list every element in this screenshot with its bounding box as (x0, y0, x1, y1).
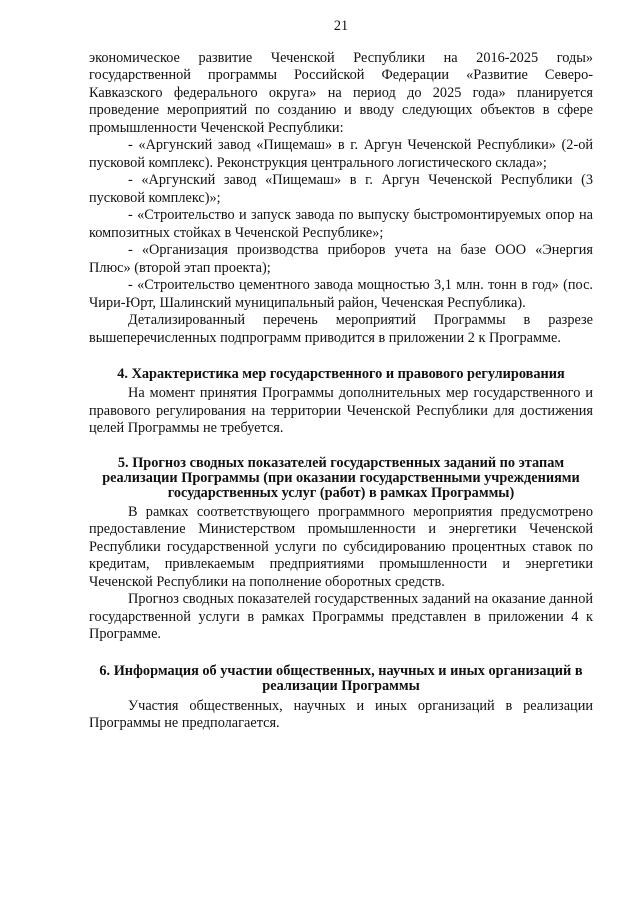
document-page (89, 18, 593, 733)
detail-paragraph: Детализированный перечень мероприятий Программы в разрезе вышеперечисленных подпрограмм приводится в приложении 2 к Программе. (89, 312, 593, 346)
section-5-text-1: В рамках соответствующего программного мероприятия предусмотрено предоставление Министерством промышленности и энергетики Чеченской Республики государственной услуги по субсидированию процентных ставок по кредитам, привлекаемым предприятиями промышленности и энергетики Чеченской Республики на пополнение оборотных средств. (89, 503, 593, 590)
section-4-text: На момент принятия Программы дополнительных мер государственного и правового регулирования на территории Чеченской Республики для достижения целей Программы не требуется. (89, 385, 593, 436)
section-5-heading: 5. Прогноз сводных показателей государственных заданий по этапам реализации Программы (при оказании государственными учреждениями государственных услуг (работ) в рамках Программы) (102, 454, 580, 501)
list-item: - «Аргунский завод «Пищемаш» в г. Аргун Чеченской Республики (3 пусковой комплекс)»; (89, 172, 593, 206)
section-6-text: Участия общественных, научных и иных организаций в реализации Программы не предполагается. (89, 697, 593, 731)
section-6-heading: 6. Информация об участии общественных, научных и иных организаций в реализации Программы (99, 662, 583, 694)
list-item: - «Строительство и запуск завода по выпуску быстромонтируемых опор на композитных стойках в Чеченской Республике»; (89, 207, 593, 241)
list-item: - «Организация производства приборов учета на базе ООО «Энергия Плюс» (второй этап проекта); (89, 242, 593, 276)
section-5-text-2: Прогноз сводных показателей государственных заданий на оказание данной государственной услуги в рамках Программы представлен в приложении 4 к Программе. (89, 591, 593, 642)
section-4-heading: 4. Характеристика мер государственного и правового регулирования (117, 366, 565, 382)
intro-paragraph: экономическое развитие Чеченской Республики на 2016-2025 годы» государственной программы Российской Федерации «Развитие Северо-Кавказского федерального округа» на период до 2025 года» планируется проведение мероприятий по созданию и вводу следующих объектов в сфере промышленности Чеченской Республики: (89, 49, 593, 136)
list-item: - «Аргунский завод «Пищемаш» в г. Аргун Чеченской Республики» (2-ой пусковой комплекс). Реконструкция центрального логистического склада»; (89, 137, 593, 171)
page-number: 21 (333, 18, 349, 34)
list-item: - «Строительство цементного завода мощностью 3,1 млн. тонн в год» (пос. Чири-Юрт, Шалинский муниципальный район, Чеченская Республика). (89, 277, 593, 311)
